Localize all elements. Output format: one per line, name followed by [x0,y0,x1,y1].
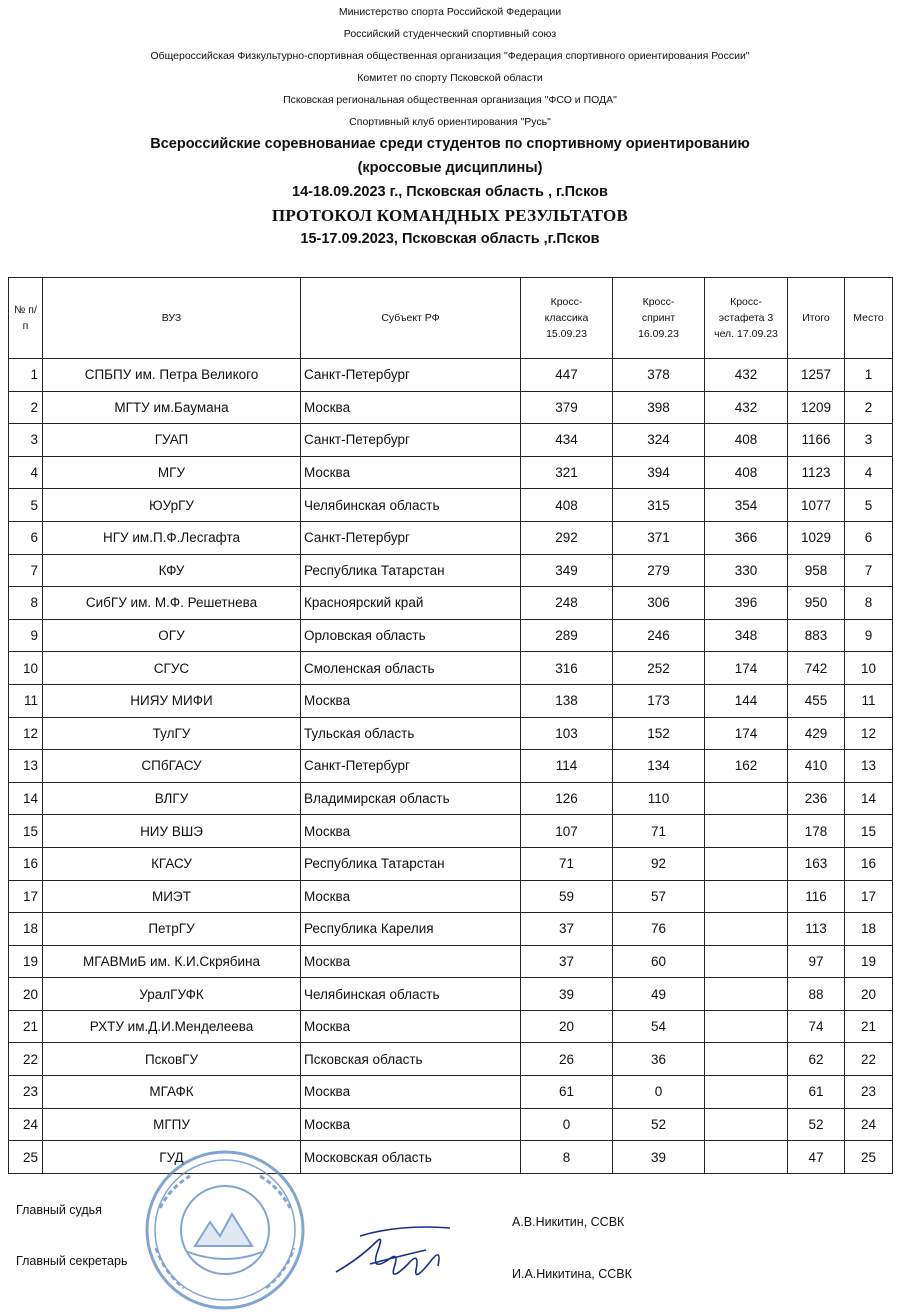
row-classic: 447 [521,359,613,392]
row-relay [705,913,788,946]
row-place: 23 [845,1076,893,1109]
row-vuz: ПсковГУ [43,1043,301,1076]
table-row [9,521,893,554]
row-number: 13 [9,750,43,783]
row-number: 16 [9,847,43,880]
row-subject: Санкт-Петербург [301,424,521,457]
row-number: 18 [9,913,43,946]
row-number: 12 [9,717,43,750]
row-vuz: СибГУ им. М.Ф. Решетнева [43,587,301,620]
row-place: 10 [845,652,893,685]
row-total: 1029 [788,521,845,554]
dates-place: 14-18.09.2023 г., Псковская область , г.Псков [292,184,608,200]
table-row [9,1108,893,1141]
row-subject: Москва [301,945,521,978]
row-vuz: ЮУрГУ [43,489,301,522]
row-total: 1077 [788,489,845,522]
row-number: 1 [9,359,43,392]
row-sprint: 394 [613,456,705,489]
table-row [9,978,893,1011]
row-place: 24 [845,1108,893,1141]
row-subject: Санкт-Петербург [301,521,521,554]
row-total: 1166 [788,424,845,457]
row-subject: Республика Татарстан [301,554,521,587]
row-subject: Челябинская область [301,489,521,522]
org-line-1: Министерство спорта Российской Федерации [338,6,562,18]
row-relay [705,880,788,913]
table-row [9,815,893,848]
row-subject: Москва [301,1076,521,1109]
title-line-1: Всероссийские соревнованиае среди студентов по спортивному ориентированию [150,136,750,152]
row-subject: Псковская область [301,1043,521,1076]
org-line-5: Псковская региональная общественная организация "ФСО и ПОДА" [283,94,617,106]
row-number: 11 [9,684,43,717]
row-number: 22 [9,1043,43,1076]
table-row [9,684,893,717]
title-line-2: (кроссовые дисциплины) [357,160,543,176]
table-row [9,750,893,783]
row-subject: Санкт-Петербург [301,359,521,392]
table-row [9,456,893,489]
row-relay: 348 [705,619,788,652]
col-total-header: Итого [788,278,845,359]
row-sprint: 252 [613,652,705,685]
col-sprint-header: Кросс-спринт 16.09.23 [613,278,705,359]
row-place: 14 [845,782,893,815]
table-row [9,424,893,457]
row-sprint: 134 [613,750,705,783]
row-place: 1 [845,359,893,392]
row-place: 8 [845,587,893,620]
row-sprint: 71 [613,815,705,848]
row-place: 11 [845,684,893,717]
table-row [9,619,893,652]
row-subject: Республика Карелия [301,913,521,946]
row-number: 25 [9,1141,43,1174]
row-subject: Москва [301,684,521,717]
row-classic: 316 [521,652,613,685]
table-row [9,1043,893,1076]
row-classic: 8 [521,1141,613,1174]
row-vuz: СПБПУ им. Петра Великого [43,359,301,392]
row-relay [705,1043,788,1076]
table-row [9,782,893,815]
row-sprint: 92 [613,847,705,880]
row-total: 113 [788,913,845,946]
row-vuz: МГАВМиБ им. К.И.Скрябина [43,945,301,978]
row-total: 410 [788,750,845,783]
row-place: 6 [845,521,893,554]
row-subject: Республика Татарстан [301,847,521,880]
row-place: 12 [845,717,893,750]
row-vuz: ПетрГУ [43,913,301,946]
row-relay: 432 [705,391,788,424]
row-number: 6 [9,521,43,554]
row-place: 20 [845,978,893,1011]
row-classic: 114 [521,750,613,783]
row-classic: 138 [521,684,613,717]
row-place: 16 [845,847,893,880]
row-vuz: ГУД [43,1141,301,1174]
row-sprint: 279 [613,554,705,587]
row-number: 21 [9,1010,43,1043]
row-classic: 248 [521,587,613,620]
row-classic: 26 [521,1043,613,1076]
table-row [9,945,893,978]
row-classic: 37 [521,945,613,978]
row-subject: Москва [301,815,521,848]
row-total: 52 [788,1108,845,1141]
row-total: 178 [788,815,845,848]
row-subject: Московская область [301,1141,521,1174]
row-subject: Красноярский край [301,587,521,620]
row-vuz: СГУС [43,652,301,685]
row-vuz: КФУ [43,554,301,587]
row-classic: 349 [521,554,613,587]
table-row [9,880,893,913]
row-sprint: 39 [613,1141,705,1174]
row-total: 742 [788,652,845,685]
table-row [9,391,893,424]
row-number: 14 [9,782,43,815]
row-place: 13 [845,750,893,783]
row-relay [705,945,788,978]
row-classic: 408 [521,489,613,522]
row-subject: Москва [301,1010,521,1043]
protocol-dates: 15-17.09.2023, Псковская область ,г.Псков [300,231,600,247]
row-place: 3 [845,424,893,457]
row-total: 950 [788,587,845,620]
row-number: 23 [9,1076,43,1109]
row-place: 4 [845,456,893,489]
row-relay: 408 [705,424,788,457]
col-classic-header: Кросс-классика 15.09.23 [521,278,613,359]
row-place: 17 [845,880,893,913]
row-vuz: МИЭТ [43,880,301,913]
row-total: 74 [788,1010,845,1043]
table-row [9,717,893,750]
row-subject: Санкт-Петербург [301,750,521,783]
row-relay: 162 [705,750,788,783]
row-classic: 321 [521,456,613,489]
row-vuz: ГУАП [43,424,301,457]
row-relay [705,1108,788,1141]
row-vuz: НИУ ВШЭ [43,815,301,848]
row-vuz: СПбГАСУ [43,750,301,783]
row-classic: 103 [521,717,613,750]
row-vuz: ВЛГУ [43,782,301,815]
row-place: 9 [845,619,893,652]
signature-icon [330,1220,460,1290]
row-number: 9 [9,619,43,652]
table-header-row [9,278,893,359]
row-relay: 174 [705,652,788,685]
row-total: 236 [788,782,845,815]
row-classic: 107 [521,815,613,848]
row-total: 62 [788,1043,845,1076]
row-sprint: 57 [613,880,705,913]
row-place: 25 [845,1141,893,1174]
row-vuz: НГУ им.П.Ф.Лесгафта [43,521,301,554]
row-total: 47 [788,1141,845,1174]
row-classic: 292 [521,521,613,554]
row-number: 4 [9,456,43,489]
row-place: 22 [845,1043,893,1076]
row-total: 163 [788,847,845,880]
row-relay: 330 [705,554,788,587]
row-total: 1123 [788,456,845,489]
secretary-name: И.А.Никитина, ССВК [512,1267,632,1281]
col-num-header: № п/п [9,278,43,359]
row-total: 116 [788,880,845,913]
judge-label: Главный судья [16,1203,102,1217]
row-place: 19 [845,945,893,978]
row-number: 10 [9,652,43,685]
row-subject: Смоленская область [301,652,521,685]
table-row [9,489,893,522]
row-classic: 20 [521,1010,613,1043]
row-sprint: 54 [613,1010,705,1043]
org-line-3: Общероссийская Физкультурно-спортивная общественная организация "Федерация спортивного ориентирования России" [150,50,750,62]
row-sprint: 246 [613,619,705,652]
row-number: 3 [9,424,43,457]
row-classic: 37 [521,913,613,946]
table-row [9,652,893,685]
row-total: 1209 [788,391,845,424]
row-number: 15 [9,815,43,848]
row-sprint: 371 [613,521,705,554]
row-sprint: 52 [613,1108,705,1141]
row-classic: 61 [521,1076,613,1109]
row-relay: 144 [705,684,788,717]
row-vuz: РХТУ им.Д.И.Менделеева [43,1010,301,1043]
row-total: 883 [788,619,845,652]
row-place: 18 [845,913,893,946]
row-vuz: МГУ [43,456,301,489]
row-vuz: МГПУ [43,1108,301,1141]
org-line-2: Российский студенческий спортивный союз [343,28,557,40]
row-sprint: 76 [613,913,705,946]
row-relay [705,978,788,1011]
row-number: 20 [9,978,43,1011]
row-place: 15 [845,815,893,848]
row-subject: Орловская область [301,619,521,652]
row-vuz: КГАСУ [43,847,301,880]
row-total: 958 [788,554,845,587]
row-subject: Москва [301,1108,521,1141]
stamp-seal-icon [140,1148,310,1312]
row-relay [705,1076,788,1109]
row-place: 2 [845,391,893,424]
table-row [9,587,893,620]
row-vuz: УралГУФК [43,978,301,1011]
row-place: 21 [845,1010,893,1043]
col-subject-header: Субъект РФ [301,278,521,359]
row-place: 7 [845,554,893,587]
row-classic: 71 [521,847,613,880]
row-subject: Москва [301,880,521,913]
row-number: 19 [9,945,43,978]
org-line-4: Комитет по спорту Псковской области [357,72,543,84]
row-vuz: ОГУ [43,619,301,652]
protocol-title: ПРОТОКОЛ КОМАНДНЫХ РЕЗУЛЬТАТОВ [271,206,629,225]
row-total: 88 [788,978,845,1011]
row-relay: 408 [705,456,788,489]
row-sprint: 398 [613,391,705,424]
judge-name: А.В.Никитин, ССВК [512,1215,625,1229]
row-sprint: 152 [613,717,705,750]
row-sprint: 173 [613,684,705,717]
row-relay [705,847,788,880]
row-total: 455 [788,684,845,717]
row-sprint: 315 [613,489,705,522]
row-sprint: 110 [613,782,705,815]
row-classic: 59 [521,880,613,913]
row-total: 1257 [788,359,845,392]
row-vuz: ТулГУ [43,717,301,750]
row-total: 97 [788,945,845,978]
row-relay: 354 [705,489,788,522]
row-number: 2 [9,391,43,424]
row-subject: Москва [301,456,521,489]
table-row [9,1076,893,1109]
row-classic: 289 [521,619,613,652]
row-vuz: МГАФК [43,1076,301,1109]
row-place: 5 [845,489,893,522]
col-relay-header: Кросс-эстафета 3 чел. 17.09.23 [705,278,788,359]
row-subject: Москва [301,391,521,424]
row-sprint: 324 [613,424,705,457]
row-relay: 366 [705,521,788,554]
row-subject: Владимирская область [301,782,521,815]
row-classic: 434 [521,424,613,457]
row-number: 24 [9,1108,43,1141]
col-vuz-header: ВУЗ [43,278,301,359]
row-vuz: МГТУ им.Баумана [43,391,301,424]
row-number: 7 [9,554,43,587]
row-total: 61 [788,1076,845,1109]
row-sprint: 378 [613,359,705,392]
row-classic: 39 [521,978,613,1011]
row-relay [705,815,788,848]
row-vuz: НИЯУ МИФИ [43,684,301,717]
row-subject: Челябинская область [301,978,521,1011]
row-number: 17 [9,880,43,913]
row-number: 8 [9,587,43,620]
table-row [9,1010,893,1043]
row-relay: 432 [705,359,788,392]
results-table [8,277,893,1174]
row-sprint: 49 [613,978,705,1011]
table-row [9,913,893,946]
row-subject: Тульская область [301,717,521,750]
row-number: 5 [9,489,43,522]
row-sprint: 306 [613,587,705,620]
table-row [9,359,893,392]
row-total: 429 [788,717,845,750]
secretary-label: Главный секретарь [16,1254,128,1268]
table-row [9,847,893,880]
row-relay [705,1141,788,1174]
row-relay: 396 [705,587,788,620]
row-sprint: 60 [613,945,705,978]
row-classic: 379 [521,391,613,424]
row-relay [705,1010,788,1043]
row-sprint: 36 [613,1043,705,1076]
row-relay [705,782,788,815]
row-classic: 126 [521,782,613,815]
org-line-6: Спортивный клуб ориентирования "Русь" [349,116,551,128]
table-row [9,554,893,587]
row-sprint: 0 [613,1076,705,1109]
row-classic: 0 [521,1108,613,1141]
row-relay: 174 [705,717,788,750]
col-place-header: Место [845,278,893,359]
